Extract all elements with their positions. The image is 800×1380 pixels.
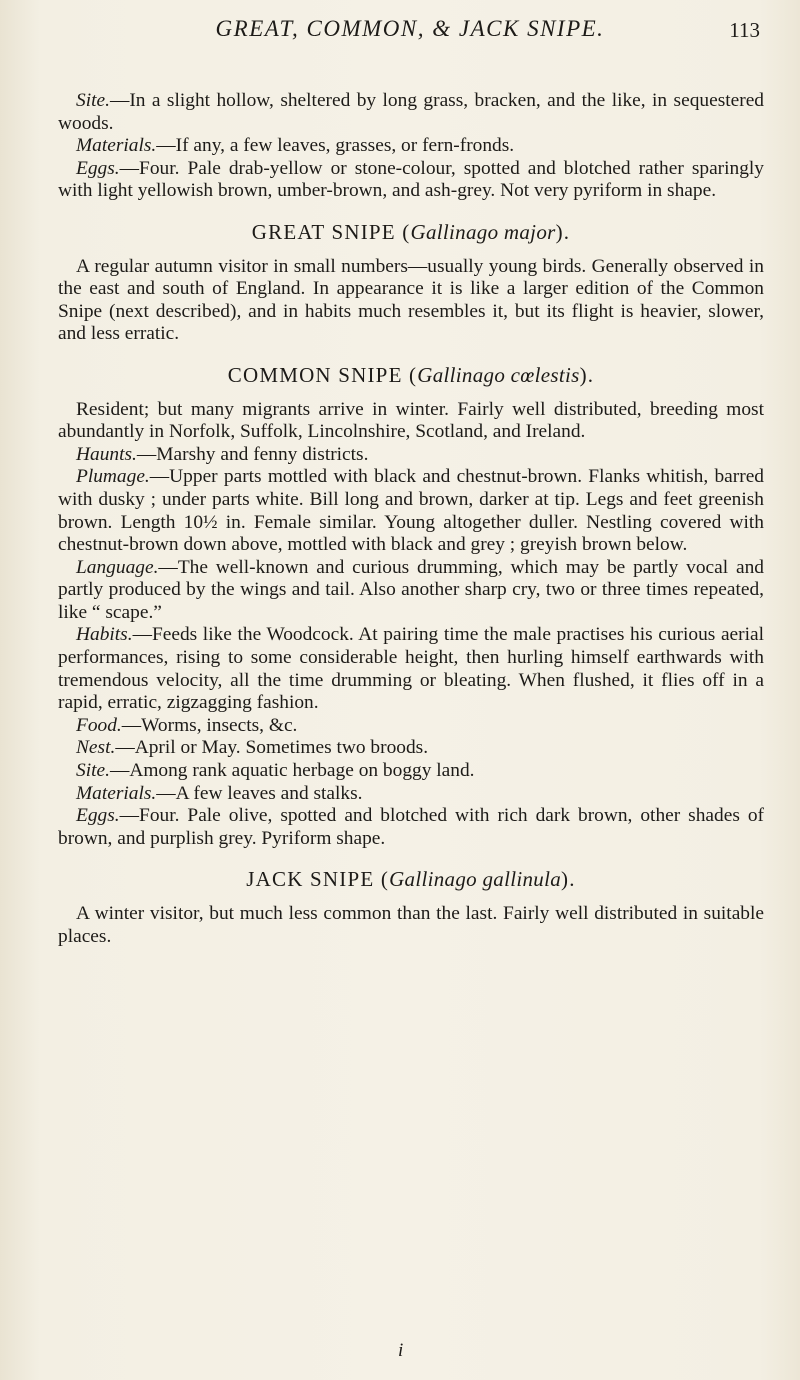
section-text: —A few leaves and stalks. [156,782,363,804]
common-snipe-food [58,715,764,738]
page-body [58,90,764,948]
running-title: GREAT, COMMON, & JACK SNIPE. [215,16,605,41]
section-text: —Among rank aquatic herbage on boggy land. [109,760,475,782]
common-snipe-description: Resident; but many migrants arrive in winter. Fairly well distributed, breeding most abundantly in Norfolk, Suffolk, Lincolnshire, Scotland, and Ireland. [58,398,764,443]
section-text: —Marshy and fenny districts. [136,443,369,465]
section-label: Habits. [76,624,133,646]
intro-materials [58,135,764,158]
section-text: —The well-known and curious drumming, which may be partly vocal and partly produced by the wings and tail. Also another sharp cry, two or three times repeated, like “ scape.” [58,556,764,623]
common-snipe-heading: COMMON SNIPE (Gallinago cœlestis). [227,362,595,387]
latin-name: Gallinago cœlestis [417,362,580,387]
section-text: —Four. Pale olive, spotted and blotched with rich dark brown, other shades of brown, and purplish grey. Pyriform shape. [58,805,764,849]
section-label: Nest. [76,737,116,759]
intro-site [58,90,764,135]
section-label: Food. [76,714,122,736]
section-label: Haunts. [76,443,137,465]
section-text: —April or May. Sometimes two broods. [115,737,429,759]
species-name: JACK SNIPE [246,867,375,892]
page-header [60,12,760,52]
section-label: Materials. [76,135,157,157]
common-snipe-language [58,557,764,625]
species-name: GREAT SNIPE [251,219,396,244]
common-snipe-materials [58,783,764,806]
section-label: Eggs. [76,805,120,827]
section-text: —Four. Pale drab-yellow or stone-colour, spotted and blotched rather sparingly with light yellowish brown, umber-brown, and ash-grey. Not very pyriform in shape. [58,157,764,202]
section-label: Eggs. [76,157,120,179]
section-text: —If any, a few leaves, grasses, or fern-fronds. [156,135,515,157]
common-snipe-plumage [58,466,764,556]
section-label: Site. [76,90,110,111]
great-snipe-description: A regular autumn visitor in small numbers—usually young birds. Generally observed in the east and south of England. In appearance it is like a larger edition of the Common Snipe (next described), and in habits much resembles it, but its flight is heavier, slower, and less erratic. [58,255,764,345]
latin-name: Gallinago major [410,219,556,244]
section-text: —Worms, insects, &c. [121,714,298,736]
section-text: —In a slight hollow, sheltered by long grass, bracken, and the like, in sequestered woods. [58,90,764,134]
signature-mark: i [398,1340,404,1361]
common-snipe-site [58,760,764,783]
page-number: 113 [729,18,760,42]
section-label: Materials. [76,782,157,804]
section-text: —Feeds like the Woodcock. At pairing time the male practises his curious aerial performances, rising to some considerable height, then hurling himself earthwards with tremendous velocity, all the time drumming or bleating. When flushed, it flies off in a rapid, erratic, zigzagging fashion. [58,624,764,714]
section-label: Site. [76,760,110,782]
common-snipe-haunts [58,444,764,467]
species-name: COMMON SNIPE [227,362,403,387]
jack-snipe-heading: JACK SNIPE (Gallinago gallinula). [246,867,576,892]
intro-eggs [58,158,764,203]
great-snipe-heading: GREAT SNIPE (Gallinago major). [251,219,571,244]
latin-name: Gallinago gallinula [389,867,562,892]
section-label: Plumage. [76,466,150,488]
section-label: Language. [76,556,159,578]
section-text: —Upper parts mottled with black and chestnut-brown. Flanks whitish, barred with dusky ; under parts white. Bill long and brown, darker at tip. Legs and feet greenish brown. Length 10½ in. Female similar. Young altogether duller. Nestling covered with chestnut-brown down above, mottled with black and grey ; greyish brown below. [58,466,764,556]
jack-snipe-description: A winter visitor, but much less common than the last. Fairly well distributed in suitable places. [58,903,764,947]
common-snipe-nest [58,737,764,760]
common-snipe-eggs [58,805,764,850]
common-snipe-habits [58,624,764,714]
